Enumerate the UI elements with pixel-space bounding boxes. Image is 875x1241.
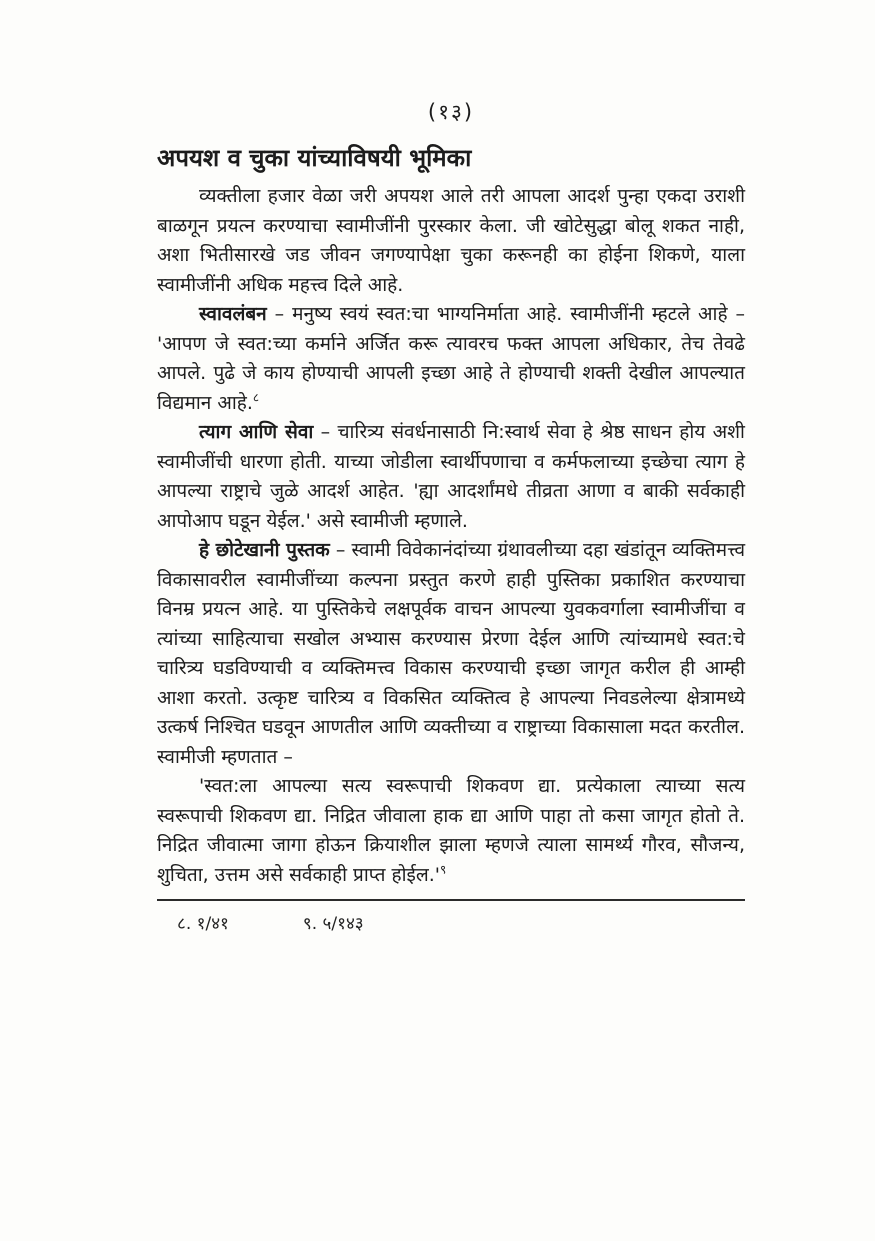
footnotes [157,911,745,934]
paragraph-text: व्यक्तीला हजार वेळा जरी अपयश आले तरी आपला आदर्श पुन्हा एकदा उराशी बाळगून प्रयत्न करण्याचा स्वामीजींनी पुरस्कार केला. जी खोटेसुद्धा बोलू शकत नाही, अशा भितीसारखे जड जीवन जगण्यापेक्षा चुका करूनही का होईना शिकणे, याला स्वामीजींनी अधिक महत्त्व दिले आहे. [157,185,745,296]
paragraph-tyag-ani-seva [157,418,745,536]
paragraph-quote [157,772,745,890]
footnote-ref-9: ९ [440,862,447,877]
paragraph-apayash [157,182,745,300]
paragraph-chhotekhani-pustak [157,536,745,772]
paragraph-lead: स्वावलंबन [199,303,267,325]
paragraph-text: 'स्वत:ला आपल्या सत्य स्वरूपाची शिकवण द्या. प्रत्येकाला त्याच्या सत्य स्वरूपाची शिकवण द्या. निद्रित जीवाला हाक द्या आणि पाहा तो कसा जागृत होतो ते. निद्रित जीवात्मा जागा होऊन क्रियाशील झाला म्हणजे त्याला सामर्थ्य गौरव, सौजन्य, शुचिता, उत्तम असे सर्वकाही प्राप्त होईल.' [157,775,745,886]
page-number: (१३) [427,100,475,124]
paragraph-text: – मनुष्य स्वयं स्वत:चा भाग्यनिर्माता आहे. स्वामीजींनी म्हटले आहे – 'आपण जे स्वत:च्या कर्माने अर्जित करू त्यावरच फक्त आपला अधिकार, तेच तेवढे आपले. पुढे जे काय होण्याची आपली इच्छा आहे ते होण्याची शक्ती देखील आपल्यात विद्यमान आहे. [157,303,745,414]
paragraph-text: – चारित्र्य संवर्धनासाठी नि:स्वार्थ सेवा हे श्रेष्ठ साधन होय अशी स्वामीजींची धारणा होती. याच्या जोडीला स्वार्थीपणाचा व कर्मफलाच्या इच्छेचा त्याग हे आपल्या राष्ट्राचे जुळे आदर्श आहेत. 'ह्या आदर्शांमधे तीव्रता आणा व बाकी सर्वकाही आपोआप घडून येईल.' असे स्वामीजी म्हणाले. [157,421,745,532]
footnote-8: ८. १/४१ [177,914,229,934]
footnote-9: ९. ५/१४३ [302,914,364,934]
paragraph-swavalamban [157,300,745,418]
footnote-ref-8: ८ [252,390,260,405]
paragraph-lead: हे छोटेखानी पुस्तक [199,539,330,561]
paragraph-lead: त्याग आणि सेवा [199,421,314,443]
paragraph-text: – स्वामी विवेकानंदांच्या ग्रंथावलीच्या दहा खंडांतून व्यक्तिमत्त्व विकासावरील स्वामीजींच्या कल्पना प्रस्तुत करणे हाही पुस्तिका प्रकाशित करण्याचा विनम्र प्रयत्न आहे. या पुस्तिकेचे लक्षपूर्वक वाचन आपल्या युवकवर्गाला स्वामीजींचा व त्यांच्या साहित्याचा सखोल अभ्यास करण्यास प्रेरणा देईल आणि त्यांच्यामधे स्वत:चे चारित्र्य घडविण्याची व व्यक्तिमत्त्व विकास करण्याची इच्छा जागृत करील ही आम्ही आशा करतो. उत्कृष्ट चारित्र्य व विकसित व्यक्तित्व हे आपल्या निवडलेल्या क्षेत्रामध्ये उत्कर्ष निश्चित घडवून आणतील आणि व्यक्तीच्या व राष्ट्राच्या विकासाला मदत करतील. स्वामीजी म्हणतात – [157,539,746,768]
section-heading: अपयश व चुका यांच्याविषयी भूमिका [157,144,472,172]
footnote-divider [157,899,745,901]
